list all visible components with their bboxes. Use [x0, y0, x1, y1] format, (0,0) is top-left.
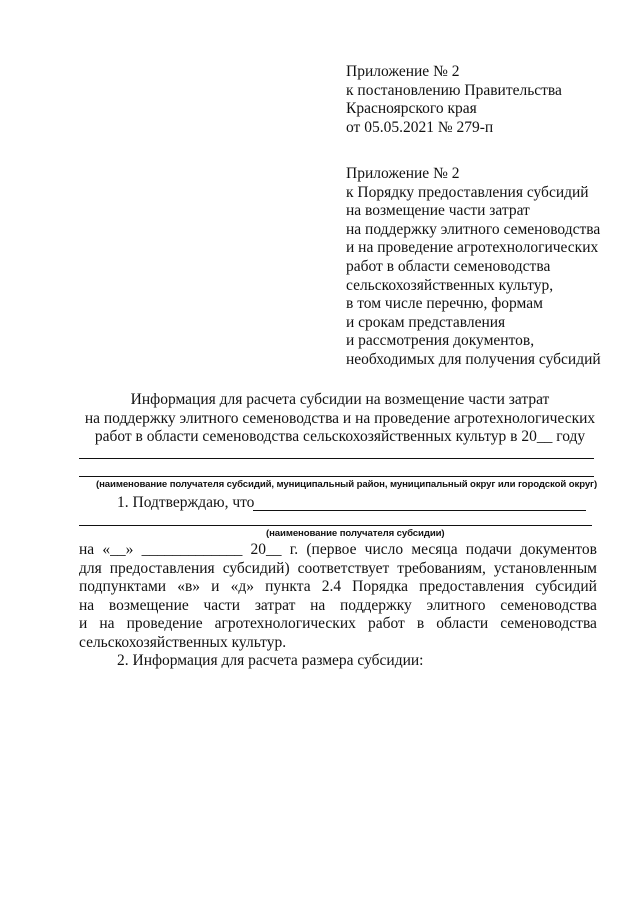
recipient-name-line-2	[79, 476, 594, 477]
appendix-1-line: Красноярского края	[346, 100, 477, 118]
appendix-1-line: от 05.05.2021 № 279-п	[346, 118, 494, 136]
appendix-2-line: Приложение № 2	[346, 165, 460, 182]
appendix-2-line: на поддержку элитного семеноводства	[346, 220, 601, 238]
paragraph-row: на «__» _____________ 20__ г. (первое число месяца подачи документов	[79, 541, 597, 558]
paragraph-row: на возмещение части затрат на поддержку элитного семеноводства	[79, 596, 597, 614]
confirmation-paragraph	[79, 541, 597, 653]
paragraph-row: подпунктами «в» и «д» пункта 2.4 Порядка предоставления субсидий	[79, 578, 597, 596]
appendix-2-line: и срокам представления	[346, 313, 506, 331]
appendix-2-line: к Порядку предоставления субсидий	[346, 183, 589, 201]
paragraph-row: для предоставления субсидий) соответствует требованиям, установленным	[79, 559, 597, 577]
appendix-2-line: необходимых для получения субсидий	[346, 350, 601, 368]
appendix-1-block	[346, 63, 562, 137]
section-2-text: 2. Информация для расчета размера субсидии:	[117, 652, 424, 669]
recipient-caption-2: (наименование получателя субсидии)	[266, 528, 445, 539]
heading-line: Информация для расчета субсидии на возмещение части затрат	[130, 391, 550, 408]
appendix-2-block	[346, 165, 601, 370]
recipient-fill-line	[79, 525, 592, 526]
appendix-2-line: и рассмотрения документов,	[346, 332, 535, 350]
paragraph-row: и на проведение агротехнологических работ в области семеноводства	[79, 615, 597, 633]
heading-line: на поддержку элитного семеноводства и на проведение агротехнологических	[84, 409, 596, 427]
confirm-text: 1. Подтверждаю, что	[117, 494, 255, 511]
appendix-2-line: в том числе перечню, формам	[346, 295, 543, 313]
appendix-2-line: на возмещение части затрат	[346, 202, 530, 220]
appendix-2-line: работ в области семеноводства	[346, 257, 551, 275]
document-heading	[40, 391, 640, 447]
section-2-heading	[117, 652, 423, 671]
confirm-fill-line	[253, 510, 586, 511]
recipient-caption: (наименование получателя субсидий, муниципальный район, муниципальный округ или городской округ)	[96, 479, 598, 490]
confirm-row	[117, 494, 254, 513]
paragraph-row: сельскохозяйственных культур.	[79, 633, 287, 651]
heading-line: работ в области семеноводства сельскохозяйственных культур в 20__ году	[94, 428, 586, 446]
appendix-2-line: и на проведение агротехнологических	[346, 239, 599, 257]
recipient-name-line	[79, 458, 594, 459]
appendix-2-line: сельскохозяйственных культур,	[346, 276, 554, 294]
appendix-1-line: к постановлению Правительства	[346, 81, 562, 99]
appendix-1-line: Приложение № 2	[346, 63, 460, 80]
